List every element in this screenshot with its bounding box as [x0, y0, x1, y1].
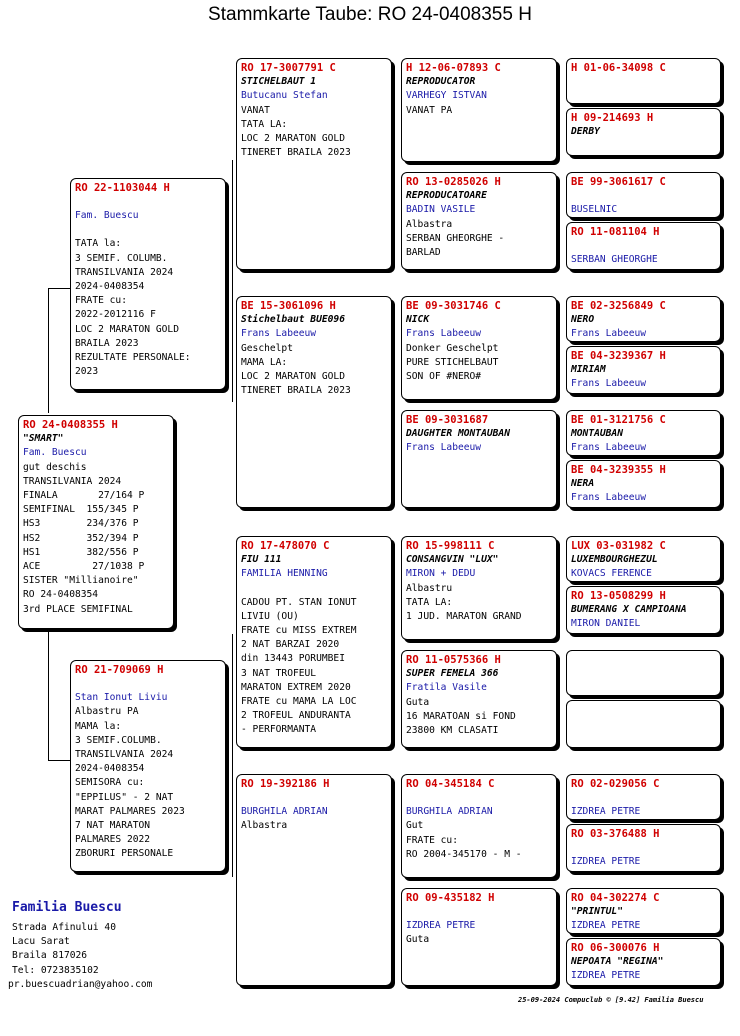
ring-number: H 01-06-34098 C [571, 62, 666, 74]
info-line: 2024-0408354 [75, 763, 145, 775]
info-line: PALMARES 2022 [75, 834, 151, 846]
info-line: VANAT [241, 104, 270, 116]
info-line: Gut [406, 820, 424, 832]
info-line: TATA LA: [241, 118, 288, 130]
info-line: gut deschis [23, 461, 87, 473]
owner-street: Strada Afinului 40 [12, 922, 116, 933]
owner-address-block [8, 900, 153, 992]
owner-name: Butucanu Stefan [241, 90, 328, 102]
info-line: din 13443 PORUMBEI [241, 653, 345, 665]
pigeon-name: REPRODUCATOARE [406, 190, 487, 202]
owner-name: Frans Labeeuw [406, 442, 482, 454]
info-line: 7 NAT MARATON [75, 820, 151, 832]
pigeon-card-g5-15[interactable] [566, 888, 721, 934]
pigeon-name [571, 239, 716, 253]
owner-name: Frans Labeeuw [241, 328, 317, 340]
pigeon-name: SUPER FEMELA 366 [406, 668, 499, 680]
owner-name: MIRON DANIEL [571, 618, 641, 630]
pigeon-card-sds[interactable] [401, 296, 557, 400]
pigeon-name [406, 791, 552, 805]
pigeon-name [571, 189, 716, 203]
info-line: FRATE cu MISS EXTREM [241, 625, 357, 637]
ring-number: RO 17-478070 C [241, 540, 330, 552]
pigeon-card-g5-1[interactable] [566, 58, 721, 104]
pigeon-card-g5-3[interactable] [566, 172, 721, 218]
owner-phone: Tel: 0723835102 [12, 964, 99, 976]
pigeon-name: DAUGHTER MONTAUBAN [406, 428, 510, 440]
pigeon-card-g5-8[interactable] [566, 460, 721, 508]
info-line: 2 TROFEUL ANDURANTA [241, 710, 351, 722]
pigeon-card-sire-dam[interactable] [236, 296, 392, 508]
info-line: 3 SEMIF.COLUMB. [75, 734, 162, 746]
info-line: TATA la: [75, 238, 122, 250]
ring-number: BE 04-3239355 H [571, 464, 666, 476]
owner-name: Frans Labeeuw [571, 328, 647, 340]
owner-name: VARHEGY ISTVAN [406, 90, 487, 102]
pigeon-name: LUXEMBOURGHEZUL [571, 554, 658, 566]
pigeon-card-g5-10[interactable] [566, 586, 721, 634]
info-line: Albastra [406, 218, 453, 230]
pigeon-card-dss[interactable] [401, 536, 557, 640]
info-line: REZULTATE PERSONALE: [75, 352, 191, 364]
pigeon-name: MONTAUBAN [571, 428, 623, 440]
info-line: 1 JUD. MARATON GRAND [406, 611, 522, 623]
info-line: - PERFORMANTA [241, 724, 317, 736]
owner-name: KOVACS FERENCE [571, 568, 652, 580]
ring-number: BE 09-3031687 [406, 414, 489, 426]
ring-number: RO 11-081104 H [571, 226, 660, 238]
owner-locality: Lacu Sarat [12, 936, 70, 948]
pigeon-name: "PRINTUL" [571, 906, 623, 918]
info-line: FRATE cu: [75, 295, 127, 307]
info-line: LIVIU (OU) [241, 610, 299, 622]
ring-number: BE 02-3256849 C [571, 300, 666, 312]
info-line: PURE STICHELBAUT [406, 356, 499, 368]
info-line [241, 582, 387, 596]
info-line: Guta [406, 934, 430, 946]
ring-number: RO 17-3007791 C [241, 62, 336, 74]
owner-name: BURGHILA ADRIAN [406, 806, 493, 818]
info-line: 3 NAT TROFEUL [241, 667, 317, 679]
info-line: ACE 27/1038 P [23, 561, 145, 573]
pigeon-name: Stichelbaut BUE096 [241, 314, 345, 326]
ring-number: BE 09-3031746 C [406, 300, 501, 312]
info-line: HS2 352/394 P [23, 532, 139, 544]
info-line: TRANSILVANIA 2024 [75, 749, 174, 761]
owner-name: Frans Labeeuw [406, 328, 482, 340]
pigeon-card-sire-sire[interactable] [236, 58, 392, 270]
ring-number: RO 22-1103044 H [75, 182, 170, 194]
info-line: SEMISORA cu: [75, 777, 145, 789]
ring-number: RO 19-392186 H [241, 778, 330, 790]
info-line: SON OF #NERO# [406, 371, 482, 383]
ring-number: RO 21-709069 H [75, 664, 164, 676]
info-line: TRANSILVANIA 2024 [23, 475, 122, 487]
ring-number: BE 15-3061096 H [241, 300, 336, 312]
pigeon-card-g5-4[interactable] [566, 222, 721, 270]
info-line: Donker Geschelpt [406, 342, 499, 354]
info-line: TINERET BRAILA 2023 [241, 385, 351, 397]
owner-family-name: Familia Buescu [12, 900, 122, 915]
owner-name: MIRON + DEDU [406, 568, 476, 580]
pigeon-name [75, 195, 221, 209]
owner-name: Frans Labeeuw [571, 492, 647, 504]
ring-number: LUX 03-031982 C [571, 540, 666, 552]
info-line: HS3 234/376 P [23, 518, 139, 530]
ring-number: BE 04-3239367 H [571, 350, 666, 362]
info-line: SISTER "Millianoire" [23, 575, 139, 587]
info-line: Albastru PA [75, 706, 139, 718]
ring-number: BE 99-3061617 C [571, 176, 666, 188]
info-line: "EPPILUS" - 2 NAT [75, 791, 174, 803]
pigeon-name [571, 841, 716, 855]
ring-number: RO 06-300076 H [571, 942, 660, 954]
ring-number: RO 02-029056 C [571, 778, 660, 790]
info-line: HS1 382/556 P [23, 546, 139, 558]
ring-number: H 09-214693 H [571, 112, 654, 124]
info-line [75, 223, 221, 237]
info-line: CADOU PT. STAN IONUT [241, 596, 357, 608]
pigeon-name [75, 677, 221, 691]
owner-name: IZDREA PETRE [406, 920, 476, 932]
pigeon-name [571, 791, 716, 805]
pigeon-card-sss[interactable] [401, 58, 557, 162]
info-line: FINALA 27/164 P [23, 490, 145, 502]
info-line: BARLAD [406, 247, 441, 259]
pigeon-name: REPRODUCATOR [406, 76, 476, 88]
owner-name: Frans Labeeuw [571, 378, 647, 390]
info-line: FRATE cu MAMA LA LOC [241, 696, 357, 708]
pigeon-name: FIU 111 [241, 554, 282, 566]
ring-number: RO 09-435182 H [406, 892, 495, 904]
owner-name: FAMILIA HENNING [241, 568, 328, 580]
info-line: MARATON EXTREM 2020 [241, 681, 351, 693]
pigeon-name [406, 905, 552, 919]
pigeon-name: STICHELBAUT 1 [241, 76, 317, 88]
info-line: BRAILA 2023 [75, 337, 139, 349]
info-line: TRANSILVANIA 2024 [75, 266, 174, 278]
info-line: VANAT PA [406, 104, 453, 116]
pigeon-card-dsd[interactable] [401, 650, 557, 748]
owner-name: IZDREA PETRE [571, 970, 641, 982]
info-line: 2024-0408354 [75, 281, 145, 293]
pigeon-card-g5-12[interactable] [566, 700, 721, 748]
info-line: RO 24-0408354 [23, 589, 99, 601]
info-line: FRATE cu: [406, 834, 458, 846]
ring-number: RO 15-998111 C [406, 540, 495, 552]
owner-name: SERBAN GHEORGHE [571, 254, 658, 266]
pigeon-card-g5-16[interactable] [566, 938, 721, 986]
ring-number: BE 01-3121756 C [571, 414, 666, 426]
ring-number: RO 04-345184 C [406, 778, 495, 790]
info-line: LOC 2 MARATON GOLD [241, 371, 345, 383]
info-line: 2022-2012116 F [75, 309, 156, 321]
pigeon-card-g5-14[interactable] [566, 824, 721, 872]
pigeon-card-g5-9[interactable] [566, 536, 721, 582]
pigeon-name: NEPOATA "REGINA" [571, 956, 664, 968]
info-line: 3rd PLACE SEMIFINAL [23, 603, 133, 615]
info-line: 2023 [75, 366, 99, 378]
info-line: Albastra [241, 820, 288, 832]
owner-name: BUSELNIC [571, 204, 618, 216]
owner-city: Braila 817026 [12, 950, 88, 962]
pigeon-name: NERO [571, 314, 595, 326]
info-line: SEMIFINAL 155/345 P [23, 504, 139, 516]
pigeon-name: BUMERANG X CAMPIOANA [571, 604, 687, 616]
owner-name: Fam. Buescu [75, 210, 139, 222]
info-line: SERBAN GHEORGHE - [406, 232, 505, 244]
info-line: 2 NAT BARZAI 2020 [241, 639, 340, 651]
info-line: MAMA LA: [241, 356, 288, 368]
info-line: TATA LA: [406, 596, 453, 608]
info-line: Albastru [406, 582, 453, 594]
pigeon-name: DERBY [571, 126, 600, 138]
pigeon-card-dam[interactable] [70, 660, 226, 872]
footer-credit: 25-09-2024 Compuclub © [9.42] Familia Buescu [518, 996, 704, 1004]
owner-name: Frans Labeeuw [571, 442, 647, 454]
pigeon-name: CONSANGVIN "LUX" [406, 554, 499, 566]
info-line: ZBORURI PERSONALE [75, 848, 174, 860]
pigeon-card-sdd[interactable] [401, 410, 557, 508]
pigeon-name: "SMART" [23, 433, 64, 445]
info-line: Guta [406, 696, 430, 708]
owner-name: BURGHILA ADRIAN [241, 806, 328, 818]
info-line: MARAT PALMARES 2023 [75, 805, 185, 817]
info-line: Geschelpt [241, 342, 293, 354]
pigeon-card-ssd[interactable] [401, 172, 557, 270]
info-line: 23800 KM CLASATI [406, 725, 499, 737]
pigeon-card-g5-6[interactable] [566, 346, 721, 394]
pigeon-name: MIRIAM [571, 364, 606, 376]
owner-name: IZDREA PETRE [571, 856, 641, 868]
info-line: 16 MARATOAN si FOND [406, 710, 516, 722]
pigeon-card-g5-7[interactable] [566, 410, 721, 456]
pigeon-card-g5-11[interactable] [566, 650, 721, 696]
info-line: LOC 2 MARATON GOLD [241, 133, 345, 145]
ring-number: RO 04-302274 C [571, 892, 660, 904]
pigeon-card-dds[interactable] [401, 774, 557, 878]
owner-name: Fam. Buescu [23, 447, 87, 459]
page-title: Stammkarte Taube: RO 24-0408355 H [208, 4, 532, 25]
pigeon-card-dam-dam[interactable] [236, 774, 392, 986]
pigeon-card-dam-sire[interactable] [236, 536, 392, 748]
owner-name: IZDREA PETRE [571, 920, 641, 932]
ring-number: RO 13-0285026 H [406, 176, 501, 188]
pigeon-name [241, 791, 387, 805]
ring-number: H 12-06-07893 C [406, 62, 501, 74]
ring-number: RO 03-376488 H [571, 828, 660, 840]
pigeon-card-sire[interactable] [70, 178, 226, 390]
owner-name: IZDREA PETRE [571, 806, 641, 818]
pigeon-name: NICK [406, 314, 430, 326]
info-line: 3 SEMIF. COLUMB. [75, 252, 168, 264]
pigeon-card-ddd[interactable] [401, 888, 557, 986]
pigeon-card-g5-2[interactable] [566, 108, 721, 156]
ring-number: RO 13-0508299 H [571, 590, 666, 602]
pigeon-name: NERA [571, 478, 595, 490]
owner-email: pr.buescuadrian@yahoo.com [8, 978, 153, 990]
pigeon-card-g5-5[interactable] [566, 296, 721, 342]
owner-name: Fratila Vasile [406, 682, 487, 694]
owner-name: Stan Ionut Liviu [75, 692, 168, 704]
info-line: LOC 2 MARATON GOLD [75, 323, 179, 335]
info-line: MAMA la: [75, 720, 122, 732]
pigeon-card-main[interactable] [18, 415, 174, 629]
info-line: TINERET BRAILA 2023 [241, 147, 351, 159]
ring-number: RO 11-0575366 H [406, 654, 501, 666]
ring-number: RO 24-0408355 H [23, 419, 118, 431]
owner-name: BADIN VASILE [406, 204, 476, 216]
pigeon-card-g5-13[interactable] [566, 774, 721, 820]
info-line: RO 2004-345170 - M - [406, 848, 522, 860]
